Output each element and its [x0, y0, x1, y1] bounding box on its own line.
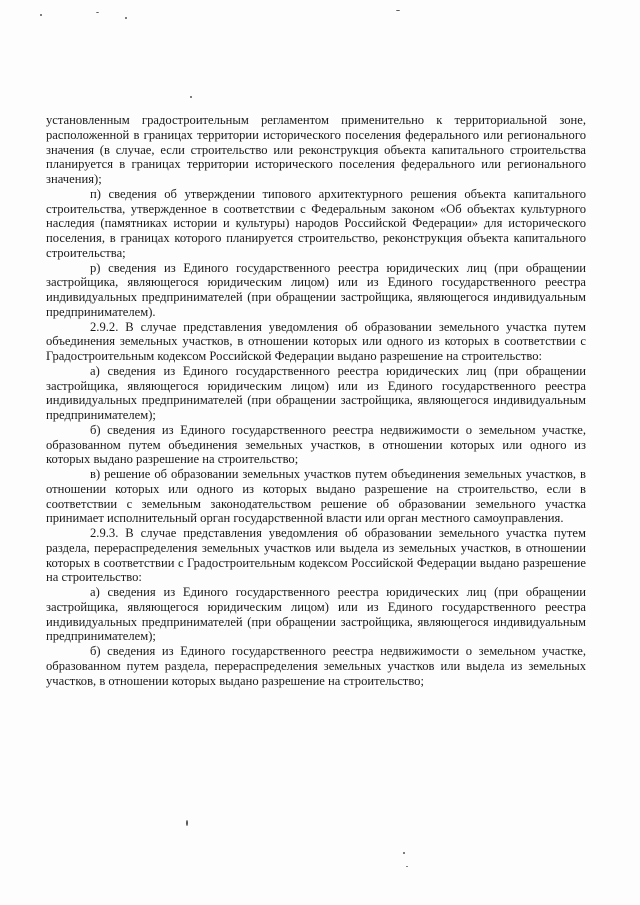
- scan-speck: [406, 866, 408, 867]
- paragraph-2-9-3: 2.9.3. В случае представления уведомления об образовании земельного участка путем раздела, перераспределения земельных участков или выдела из земельных участков, в отношении которых в соответствии с Градостроительным кодексом Российской Федерации выдано разрешение на строительство:: [46, 526, 586, 585]
- document-body: [46, 113, 586, 688]
- paragraph-r: р) сведения из Единого государственного реестра юридических лиц (при обращении застройщика, являющегося юридическим лицом) или из Единого государственного реестра индивидуальных предпринимателей (при обращении застройщика, являющегося индивидуальным предпринимателем).: [46, 260, 586, 319]
- paragraph-2-9-2: 2.9.2. В случае представления уведомления об образовании земельного участка путем объединения земельных участков, в отношении которых или одного из которых в соответствии с Градостроительным кодексом Российской Федерации выдано разрешение на строительство:: [46, 319, 586, 363]
- scan-speck: [40, 14, 42, 16]
- scan-speck: [403, 852, 405, 854]
- scan-speck: [190, 96, 192, 98]
- paragraph-1: установленным градостроительным регламентом применительно к территориальной зоне, расположенной в границах территории исторического поселения федерального или регионального значения (в случае, если строительство или реконструкция объекта капитального строительства планируется в границах территории исторического поселения федерального или регионального значения);: [46, 113, 586, 186]
- scan-speck: [96, 12, 99, 13]
- scan-speck: [396, 10, 400, 11]
- scan-speck: [125, 17, 127, 19]
- paragraph-2-9-2-b: б) сведения из Единого государственного реестра недвижимости о земельном участке, образованном путем объединения земельных участков, в отношении которых или одного из которых выдано разрешение на строительство;: [46, 422, 586, 467]
- paragraph-p: п) сведения об утверждении типового архитектурного решения объекта капитального строительства, утвержденное в соответствии с Федеральным законом «Об объектах культурного наследия (памятниках истории и культуры) народов Российской Федерации» для исторического поселения, в границах которого планируется строительство, реконструкция объекта капитального строительства;: [46, 186, 586, 260]
- paragraph-2-9-2-a: а) сведения из Единого государственного реестра юридических лиц (при обращении застройщика, являющегося юридическим лицом) или из Единого государственного реестра индивидуальных предпринимателей (при обращении застройщика, являющегося индивидуальным предпринимателем);: [46, 363, 586, 422]
- paragraph-2-9-3-a: а) сведения из Единого государственного реестра юридических лиц (при обращении застройщика, являющегося юридическим лицом) или из Единого государственного реестра индивидуальных предпринимателей (при обращении застройщика, являющегося индивидуальным предпринимателем);: [46, 585, 586, 644]
- paragraph-2-9-3-b: б) сведения из Единого государственного реестра недвижимости о земельном участке, образованном путем раздела, перераспределения земельных участков или выдела из земельных участков, в отношении которых выдано разрешение на строительство;: [46, 644, 586, 688]
- paragraph-2-9-2-v: в) решение об образовании земельных участков путем объединения земельных участков, в отношении которых или одного из которых выдано разрешение на строительство, если в соответствии с земельным законодательством решение об образовании земельного участка принимает исполнительный орган государственной власти или орган местного самоуправления.: [46, 467, 586, 526]
- scan-speck: [186, 820, 188, 826]
